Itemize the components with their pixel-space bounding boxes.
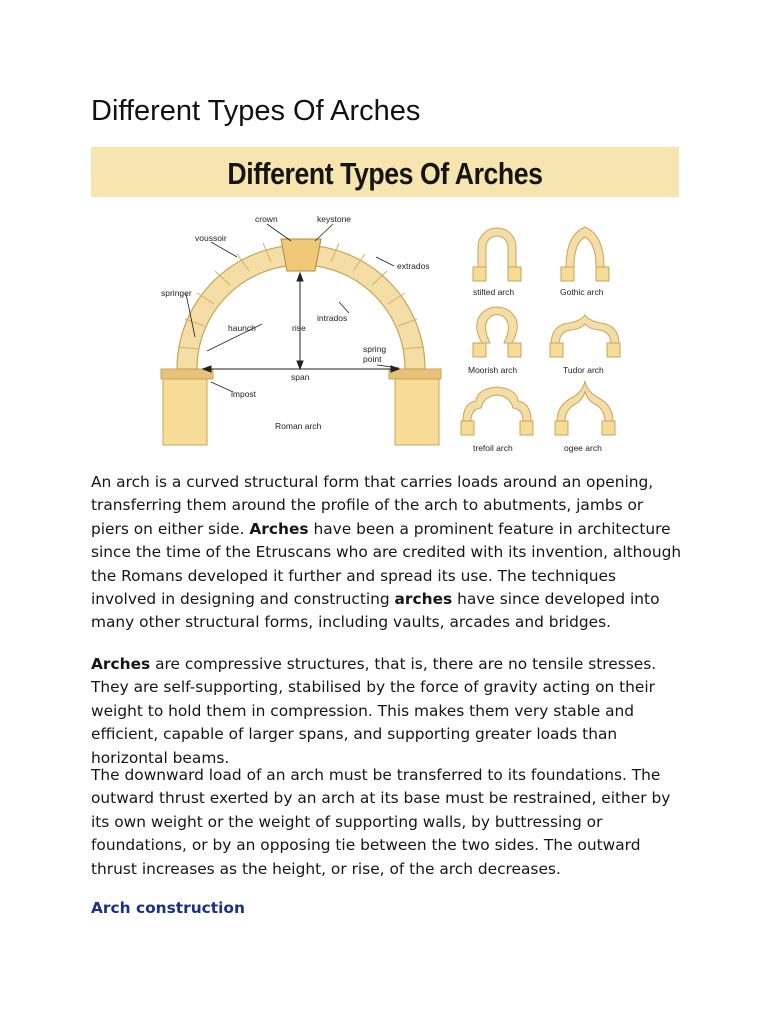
label-ogee-arch: ogee arch [564, 443, 602, 453]
figure-banner [91, 147, 679, 197]
label-intrados: intrados [317, 313, 348, 323]
p1-text-a: An arch is a curved structural form that carries loads around an opening, transferring them around the profile of the arch to abutments, jambs or piers on either side. [91, 473, 654, 538]
moorish-arch-icon [473, 307, 521, 357]
label-voussoir: voussoir [195, 233, 227, 243]
roman-arch-illustration [161, 214, 441, 445]
left-impost-block [161, 369, 213, 379]
label-point: point [363, 354, 382, 364]
label-rise: rise [292, 323, 306, 333]
label-extrados: extrados [397, 261, 430, 271]
label-keystone: keystone [317, 214, 352, 224]
label-stilted-arch: stilted arch [473, 287, 515, 297]
label-springer: springer [161, 288, 192, 298]
arch-type-grid [461, 227, 620, 435]
rise-arrow [297, 273, 303, 369]
arch-diagram [91, 197, 679, 459]
right-pier [395, 375, 439, 445]
label-crown: crown [255, 214, 278, 224]
p2-bold-arches: Arches [91, 655, 151, 673]
label-trefoil-arch: trefoil arch [473, 443, 513, 453]
gothic-arch-icon [561, 227, 609, 281]
label-roman-arch: Roman arch [275, 421, 322, 431]
ogee-arch-icon [555, 381, 615, 435]
right-impost-block [389, 369, 441, 379]
label-tudor-arch: Tudor arch [563, 365, 604, 375]
p1-bold-arches-2: arches [394, 590, 453, 609]
p1-text-c: have been a prominent feature in architecture since the time of the Etruscans who are credited with its invention, although the Romans developed it further and spread its use. The techniques involved in designing and constructing [91, 519, 682, 609]
section-heading-arch-construction: Arch construction [91, 899, 245, 917]
label-spring: spring [363, 344, 387, 354]
p2-text-a: are compressive structures, that is, there are no tensile stresses. They are self-supporting, stabilised by the force of gravity acting on their weight to hold them in compression. This makes them very stable and efficient, capable of larger spans, and supporting greater loads than horizontal beams. [91, 655, 657, 767]
label-moorish-arch: Moorish arch [468, 365, 518, 375]
label-haunch: haunch [228, 323, 256, 333]
p3-text-a: The downward load of an arch must be transferred to its foundations. The outward thrust exerted by an arch at its base must be restrained, either by its own weight or the weight of supporting walls, by buttressing or foundations, or by an opposing tie between the two sides. The outward thrust increases as the height, or rise, of the arch decreases. [91, 766, 671, 878]
label-gothic-arch: Gothic arch [560, 287, 604, 297]
arch-types-figure [91, 147, 679, 459]
page-title: Different Types Of Arches [91, 95, 421, 127]
paragraph-intro [91, 471, 683, 635]
paragraph-thrust [91, 764, 683, 881]
p1-bold-arches: Arches [249, 519, 309, 538]
label-impost: impost [231, 389, 257, 399]
p1-text-d: have since developed into many other structural forms, including vaults, arcades and bridges. [91, 590, 660, 632]
figure-banner-title: Different Types Of Arches [227, 156, 543, 191]
left-pier [163, 375, 207, 445]
stilted-arch-icon [473, 228, 521, 281]
tudor-arch-icon [550, 315, 620, 357]
keystone [281, 239, 321, 271]
paragraph-compression [91, 653, 683, 770]
label-span: span [291, 372, 310, 382]
trefoil-arch-icon [461, 387, 533, 435]
